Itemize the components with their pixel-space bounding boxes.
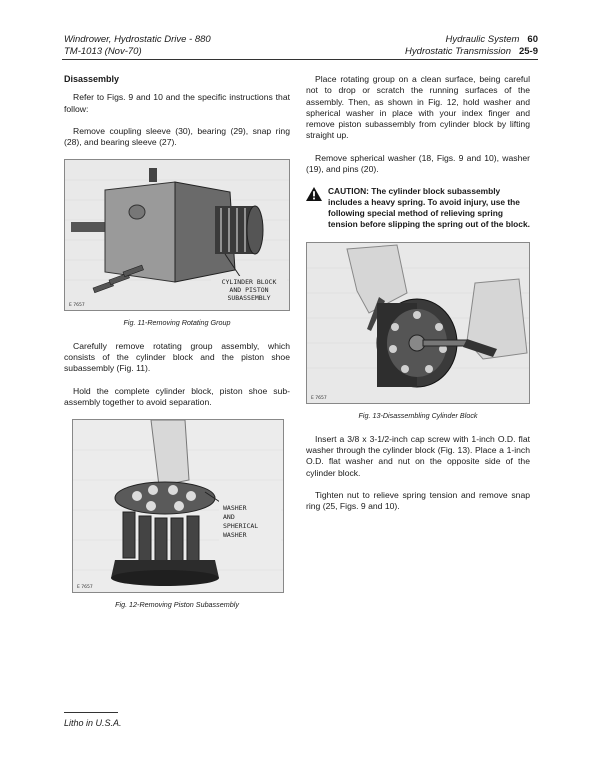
paragraph: Place rotating group on a clean surface, being careful not to drop or scratch the running surfaces of the assembly. Then, as shown in Fig. 12, hold washer and spherical washer in place with your index finger and remove piston subassembly from cylinder block by lifting straight up.: [306, 74, 530, 141]
figure-label: AND PISTON: [229, 286, 269, 295]
left-column: [64, 74, 290, 623]
photo-code: E 7657: [77, 585, 93, 591]
section-number: 60: [527, 34, 538, 45]
footer-text: Litho in U.S.A.: [64, 718, 122, 728]
pump-housing-illustration: [65, 160, 289, 310]
figure-label: SUBASSEMBLY: [227, 294, 271, 303]
running-header-left: [64, 34, 211, 58]
caution-text: CAUTION: The cylinder block subassembly includes a heavy spring. To avoid injury, use the following special method of relieving spring tension before slipping the spring out of the block.: [328, 186, 530, 230]
figure-caption: Fig. 12-Removing Piston Subassembly: [115, 600, 239, 610]
manual-title: Windrower, Hydrostatic Drive - 880: [64, 34, 211, 45]
photo-code: E 7657: [69, 303, 85, 309]
piston-subassembly-illustration: [73, 420, 283, 592]
paragraph: Remove spherical washer (18, Figs. 9 and 10), washer (19), and pins (20).: [306, 152, 530, 175]
footer-divider: [64, 712, 118, 713]
paragraph: Remove coupling sleeve (30), bearing (29), snap ring (28), and bearing sleeve (27).: [64, 125, 290, 148]
paragraph: Refer to Figs. 9 and 10 and the specific instructions that follow:: [64, 92, 290, 114]
paragraph: Insert a 3/8 x 3-1/2-inch cap screw with 1-inch O.D. flat washer through the cylinder block (Fig. 13). Place a 1-inch O.D. flat washer and nut on the opposite side of the cylinder block.: [306, 433, 530, 478]
warning-triangle-icon: [306, 187, 322, 230]
figure-label: WASHER: [223, 504, 247, 513]
paragraph: Hold the complete cylinder block, piston shoe sub-assembly together to avoid separation.: [64, 385, 290, 407]
figure-caption: Fig. 11-Removing Rotating Group: [123, 318, 231, 328]
running-header-right: [405, 34, 538, 58]
header-divider: [62, 59, 538, 60]
caution-notice: [306, 186, 530, 230]
figure-12-photo: [72, 419, 284, 593]
section-heading: Disassembly: [64, 74, 120, 84]
right-column: [306, 74, 530, 523]
cylinder-block-disassembly-illustration: [307, 243, 529, 403]
figure-13-photo: [306, 242, 530, 404]
section-title: Hydraulic System: [445, 34, 520, 45]
figure-label: CYLINDER BLOCK: [221, 278, 277, 287]
subsection-title: Hydrostatic Transmission: [405, 46, 511, 57]
paragraph: Tighten nut to relieve spring tension and remove snap ring (25, Figs. 9 and 10).: [306, 489, 530, 512]
figure-caption: Fig. 13-Disassembling Cylinder Block: [358, 411, 478, 421]
figure-label: SPHERICAL: [223, 522, 259, 531]
figure-label: WASHER: [223, 531, 247, 540]
page-number: 25-9: [518, 46, 538, 57]
paragraph: Carefully remove rotating group assembly, which consists of the cylinder block and the piston shoe subassembly (Fig. 11).: [64, 340, 290, 374]
photo-code: E 7657: [311, 396, 327, 402]
figure-label: AND: [223, 513, 235, 522]
manual-code: TM-1013 (Nov-70): [64, 46, 142, 57]
figure-11-photo: [64, 159, 290, 311]
